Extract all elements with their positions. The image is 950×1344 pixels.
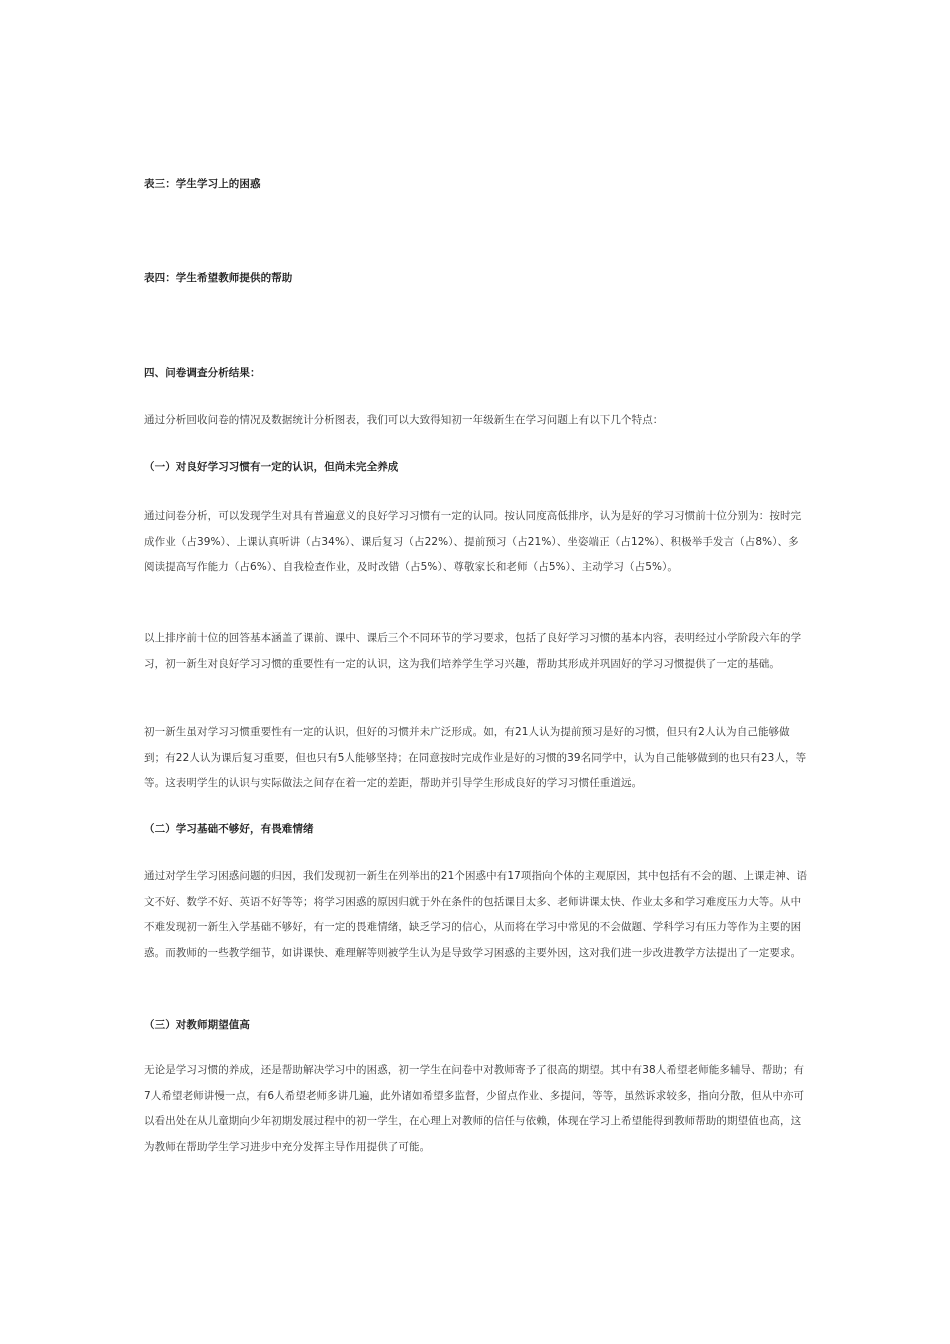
subheading-3: （三）对教师期望值高 <box>144 1019 250 1031</box>
paragraph-1-2: 以上排序前十位的回答基本涵盖了课前、课中、课后三个不同环节的学习要求，包括了良好学习习惯的基本内容，表明经过小学阶段六年的学习，初一新生对良好学习习惯的重要性有一定的认识，这为我们培养学生学习兴趣，帮助其形成并巩固好的学习习惯提供了一定的基础。 <box>144 632 802 670</box>
paragraph-3-1: 无论是学习习惯的养成，还是帮助解决学习中的困惑，初一学生在问卷中对教师寄予了很高的期望。其中有38人希望老师能多辅导、帮助；有7人希望老师讲慢一点，有6人希望老师多讲几遍，此外诸如希望多监督，少留点作业、多提问，等等，虽然诉求较多，指向分散，但从中亦可以看出处在从儿童期向少年初期发展过程中的初一学生，在心理上对教师的信任与依赖，体现在学习上希望能得到教师帮助的期望值也高，这为教师在帮助学生学习进步中充分发挥主导作用提供了可能。 <box>144 1064 805 1153</box>
subheading-1: （一）对良好学习习惯有一定的认识，但尚未完全养成 <box>144 461 399 473</box>
table-caption-3: 表三：学生学习上的困惑 <box>144 178 261 190</box>
paragraph-2-1: 通过对学生学习困惑问题的归因，我们发现初一新生在列举出的21个困惑中有17项指向个体的主观原因，其中包括有不会的题、上课走神、语文不好、数学不好、英语不好等等；将学习困惑的原因归就于外在条件的包括课目太多、老师讲课太快、作业太多和学习难度压力大等。从中不难发现初一新生入学基础不够好，有一定的畏难情绪，缺乏学习的信心，从而将在学习中常见的不会做题、学科学习有压力等作为主要的困惑。而教师的一些教学细节，如讲课快、难理解等则被学生认为是导致学习困惑的主要外因，这对我们进一步改进教学方法提出了一定要求。 <box>144 870 808 959</box>
subheading-2: （二）学习基础不够好，有畏难情绪 <box>144 823 314 835</box>
paragraph-1-1: 通过问卷分析，可以发现学生对具有普遍意义的良好学习习惯有一定的认同。按认同度高低排序，认为是好的学习习惯前十位分别为：按时完成作业（占39%）、上课认真听讲（占34%）、课后复习（占22%）、提前预习（占21%）、坐姿端正（占12%）、积极举手发言（占8%）、多阅读提高写作能力（占6%）、自我检查作业，及时改错（占5%）、尊敬家长和老师（占5%）、主动学习（占5%）。 <box>144 510 802 573</box>
paragraph-1-3: 初一新生虽对学习习惯重要性有一定的认识，但好的习惯并未广泛形成。如，有21人认为提前预习是好的习惯，但只有2人认为自己能够做到；有22人认为课后复习重要，但也只有5人能够坚持；在同意按时完成作业是好的习惯的39名同学中，认为自己能够做到的也只有23人，等等。这表明学生的认识与实际做法之间存在着一定的差距，帮助并引导学生形成良好的学习习惯任重道远。 <box>144 726 807 789</box>
table-caption-4: 表四：学生希望教师提供的帮助 <box>144 272 293 284</box>
section-heading: 四、问卷调查分析结果： <box>144 367 261 379</box>
intro-paragraph: 通过分析回收问卷的情况及数据统计分析图表，我们可以大致得知初一年级新生在学习问题上有以下几个特点： <box>144 414 664 426</box>
